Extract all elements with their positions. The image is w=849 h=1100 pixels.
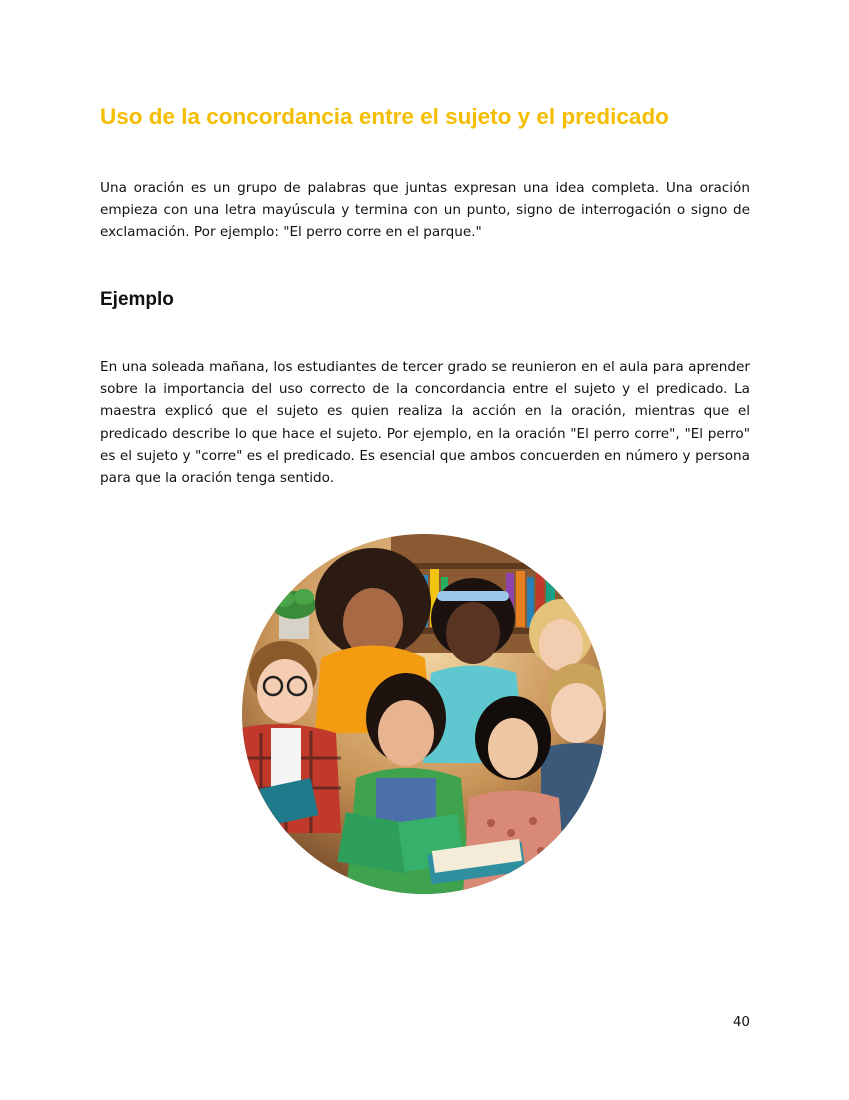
section-heading: Ejemplo <box>100 289 174 310</box>
page-title: Uso de la concordancia entre el sujeto y el predicado <box>100 104 669 129</box>
children-reading-image <box>241 533 607 895</box>
intro-paragraph: Una oración es un grupo de palabras que juntas expresan una idea completa. Una oración empieza con una letra mayúscula y termina con un punto, signo de interrogación o signo de exclamación. Por ejemplo: "El perro corre en el parque." <box>100 180 750 241</box>
page-number: 40 <box>732 1014 750 1030</box>
example-paragraph: En una soleada mañana, los estudiantes de tercer grado se reunieron en el aula para aprender sobre la importancia del uso correcto de la concordancia entre el sujeto y el predicado. La maestra explicó que el sujeto es quien realiza la acción en la oración, mientras que el predicado describe lo que hace el sujeto. Por ejemplo, en la oración "El perro corre", "El perro" es el sujeto y "corre" es el predicado. Es esencial que ambos concuerden en número y persona para que la oración tenga sentido. <box>100 359 750 487</box>
children-reading-illustration <box>241 533 607 895</box>
